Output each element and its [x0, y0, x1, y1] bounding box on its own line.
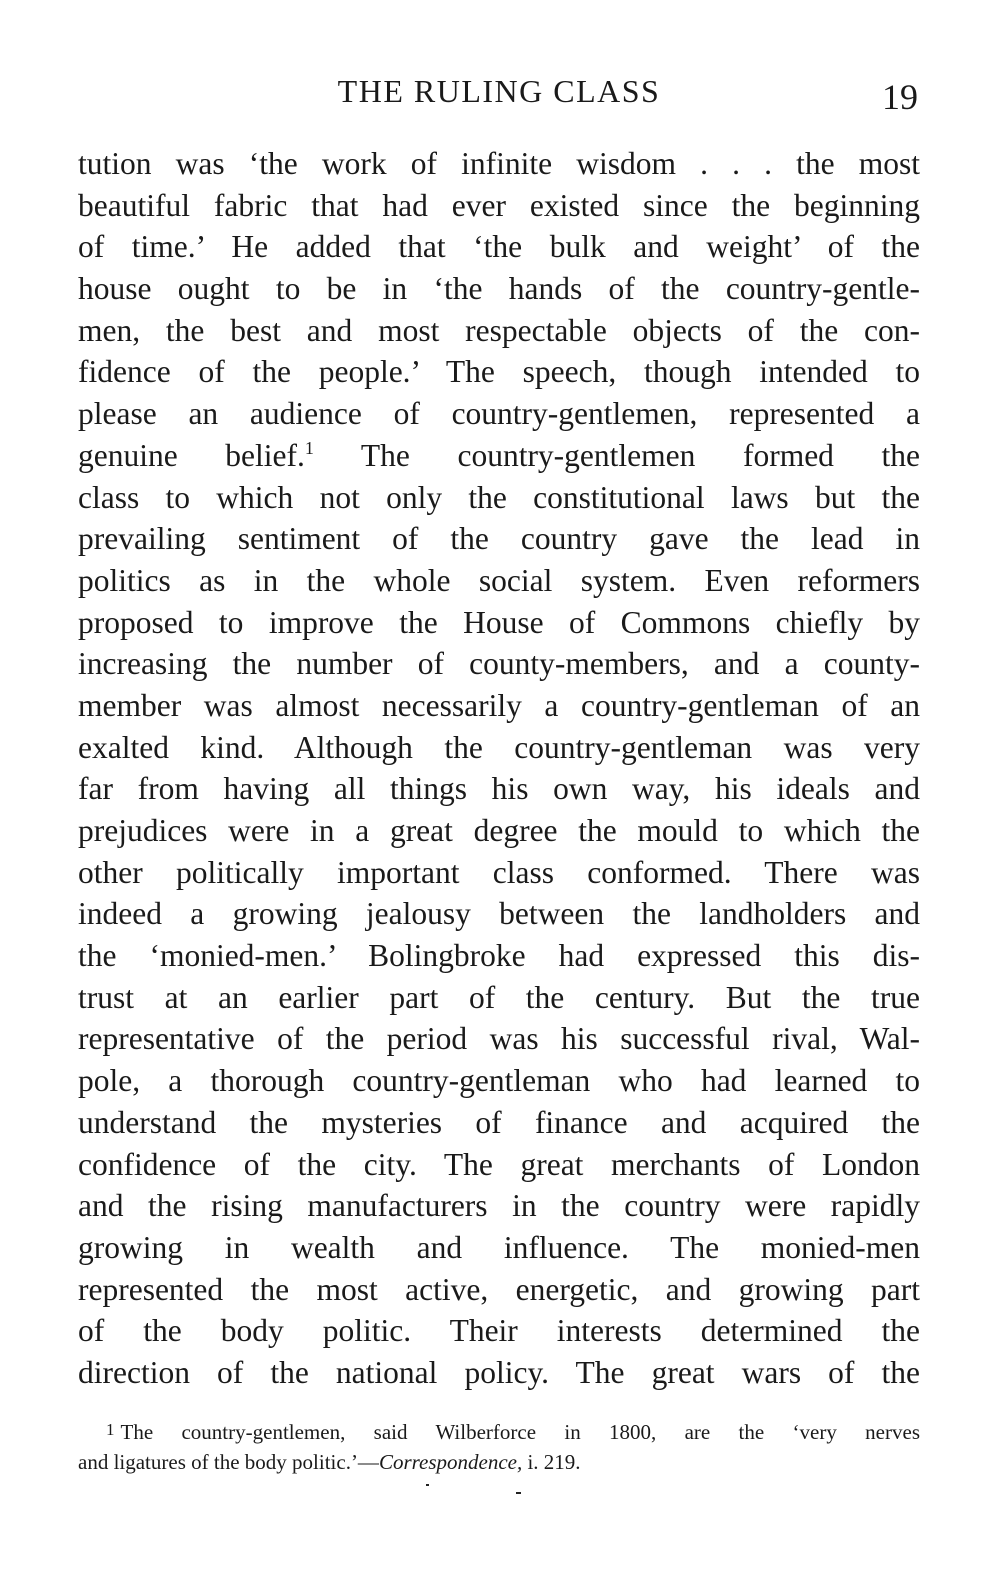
- text-line: of the body politic. Their interests determined the: [78, 1313, 920, 1349]
- text-line: exalted kind. Although the country-gentleman was very: [78, 729, 920, 765]
- text-line: the ‘monied-men.’ Bolingbroke had expressed this dis-: [78, 938, 920, 974]
- text-line: trust at an earlier part of the century. But the true: [78, 979, 920, 1015]
- line-text: The country-gentlemen formed the: [360, 437, 920, 473]
- text-line: prejudices were in a great degree the mould to which the: [78, 813, 920, 848]
- footnote: [78, 1414, 920, 1478]
- footnote-text: The country-gentlemen, said Wilberforce in 1800, are the ‘very nerves: [120, 1420, 920, 1444]
- text-line: indeed a growing jealousy between the landholders and: [78, 896, 920, 932]
- text-line: proposed to improve the House of Commons chiefly by: [78, 604, 920, 640]
- text-line: men, the best and most respectable objects of the con-: [78, 312, 920, 348]
- footnote-line: [78, 1446, 920, 1478]
- text-line: prevailing sentiment of the country gave the lead in: [78, 521, 920, 557]
- text-line: growing in wealth and influence. The monied-men: [78, 1229, 920, 1265]
- text-line: pole, a thorough country-gentleman who had learned to: [78, 1063, 920, 1099]
- text-line: increasing the number of county-members, and a county-: [78, 646, 920, 682]
- text-line: beautiful fabric that had ever existed since the beginning: [78, 187, 920, 223]
- footnote-text: i. 219.: [522, 1450, 581, 1474]
- text-line: politics as in the whole social system. Even reformers: [78, 562, 920, 598]
- text-line: represented the most active, energetic, and growing part: [78, 1271, 920, 1307]
- text-line-with-footnote-ref: [78, 435, 920, 477]
- page-number: 19: [882, 77, 918, 117]
- text-line: of time.’ He added that ‘the bulk and weight’ of the: [78, 229, 920, 265]
- text-line: far from having all things his own way, his ideals and: [78, 771, 920, 807]
- text-line: other politically important class conformed. There was: [78, 854, 920, 890]
- text-line: and the rising manufacturers in the country were rapidly: [78, 1188, 920, 1224]
- footnote-text: and ligatures of the body politic.’—: [78, 1450, 379, 1474]
- scan-speck: [426, 1484, 429, 1486]
- text-line: understand the mysteries of finance and acquired the: [78, 1104, 920, 1140]
- text-line: confidence of the city. The great merchants of London: [78, 1146, 920, 1182]
- text-line: house ought to be in ‘the hands of the country-gentle-: [78, 271, 920, 307]
- text-line: member was almost necessarily a country-gentleman of an: [78, 687, 920, 723]
- text-line: class to which not only the constitutional laws but the: [78, 479, 920, 515]
- text-line: direction of the national policy. The great wars of the: [78, 1354, 920, 1390]
- footnote-reference[interactable]: 1: [304, 437, 314, 458]
- footnote-source-title: Correspondence,: [378, 1450, 523, 1474]
- line-text: genuine belief.: [78, 437, 305, 473]
- footnote-marker: 1: [106, 1420, 115, 1439]
- text-line: tution was ‘the work of infinite wisdom . . . the most: [78, 146, 920, 181]
- body-text: [78, 143, 920, 1394]
- running-title: THE RULING CLASS: [337, 73, 661, 109]
- footnote-line: [78, 1414, 920, 1446]
- text-line: please an audience of country-gentlemen, represented a: [78, 396, 920, 432]
- scan-speck: [516, 1492, 521, 1494]
- text-line: representative of the period was his successful rival, Wal-: [78, 1021, 920, 1057]
- text-line: fidence of the people.’ The speech, though intended to: [78, 354, 920, 390]
- running-head: [78, 66, 920, 116]
